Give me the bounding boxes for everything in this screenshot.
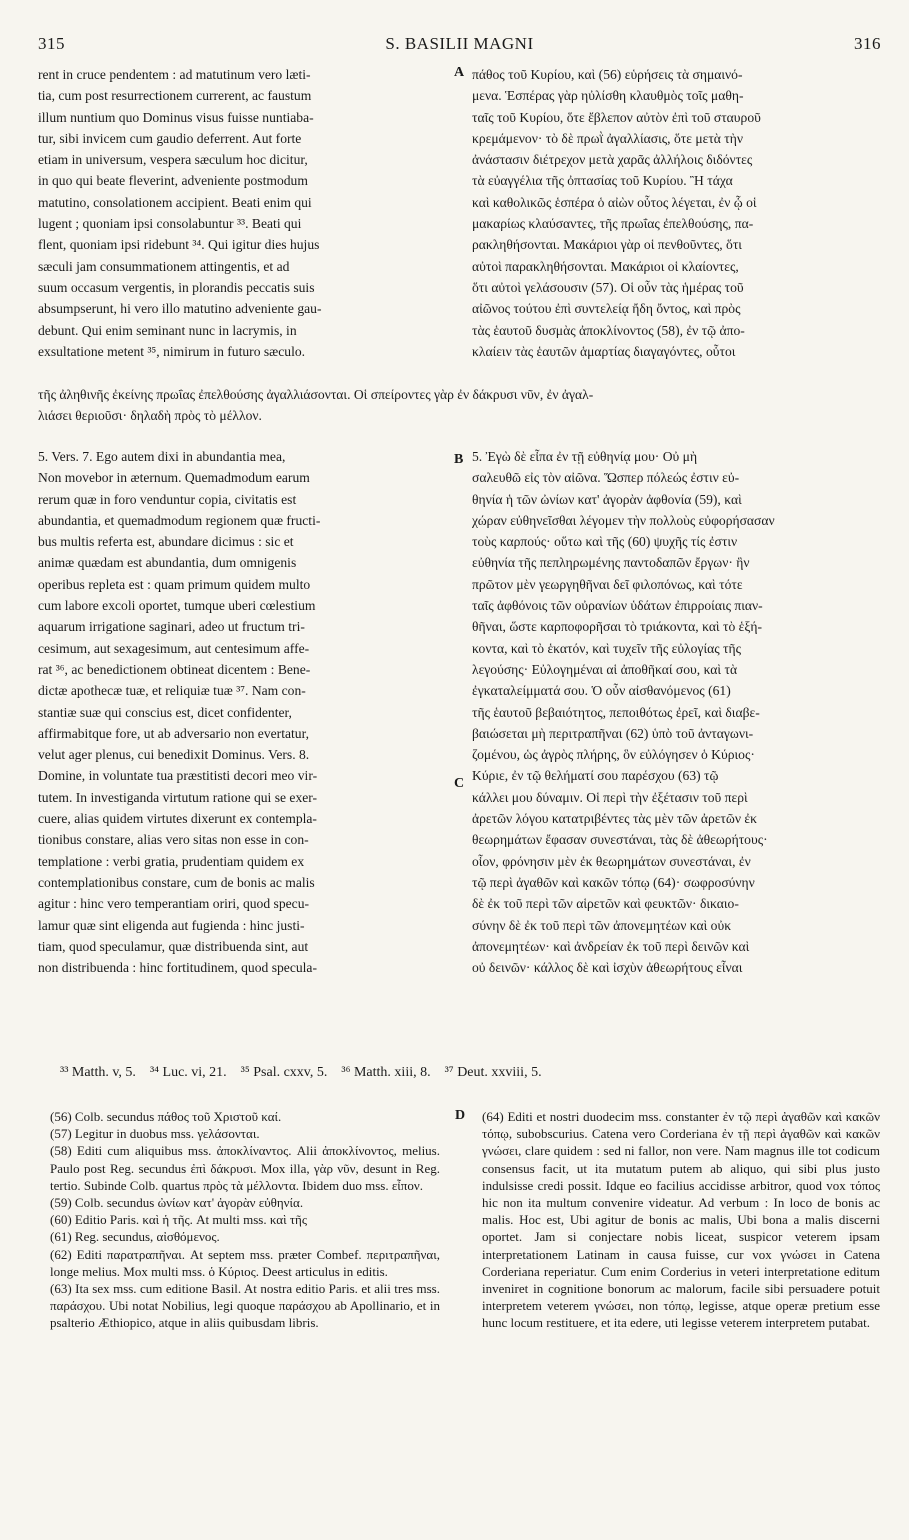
text-line: rerum quæ in foro venduntur copia, civitatis est	[38, 491, 297, 507]
reference-item: ³⁷ Deut. xxviii, 5.	[444, 1065, 542, 1080]
text-line: ἀνάστασιν διέτρεχον μετὰ χαρᾶς ἀλλήλοις διδόντες	[472, 152, 753, 168]
footnote: (60) Editio Paris. καὶ ἡ τῆς. At multi mss. καὶ τῆς	[50, 1212, 307, 1228]
text-line: matutino, consolationem accipient. Beati enim qui	[38, 194, 312, 210]
text-line: θῆναι, ὥστε καρποφορῆσαι τὸ τριάκοντα, καὶ τὸ ἑξή-	[472, 619, 763, 635]
text-line: τὰς ἑαυτοῦ δυσμὰς ἀποκλίνοντος (58), ἐν τῷ ἀπο-	[472, 322, 745, 338]
text-line: bus multis referta est, abundare dicimus : sic et	[38, 534, 294, 550]
text-line: χώραν εὐθηνεῖσθαι λέγομεν τὴν πολλοὺς εὐφορήσασαν	[472, 512, 775, 528]
text-line: velut ager plenus, cui benedixit Dominus. Vers. 8.	[38, 747, 310, 763]
reference-item: ³⁴ Luc. vi, 21.	[149, 1065, 227, 1080]
text-line: templatione : verbi gratia, prudentiam quidem ex	[38, 853, 305, 869]
text-line: Domine, in voluntate tua præstitisti decori meo vir-	[38, 768, 318, 784]
running-title: S. BASILII MAGNI	[385, 34, 534, 53]
text-line: κλαίειν τὰς ἑαυτῶν ἁμαρτίας διαγαγόντες, οὗτοι	[472, 343, 736, 359]
greek-column-top	[472, 64, 880, 362]
text-line: cuere, alias quidem virtutes dixerunt ex contempla-	[38, 811, 317, 827]
greek-column-mid	[472, 446, 880, 978]
text-line: αὐτοὶ παρακληθήσονται. Μακάριοι οἱ κλαίοντες,	[472, 258, 739, 274]
text-line: lamur quæ sint eligenda aut fugienda : hinc justi-	[38, 917, 305, 933]
footnote: (62) Editi παρατραπῆναι. At septem mss. præter Combef. περιτραπῆναι, longe melius. Mox multi mss. ὁ Κύριος. Deest articulus in editis.	[50, 1246, 440, 1279]
footnote: (59) Colb. secundus ὠνίων κατ' ἀγορὰν εὐθηνία.	[50, 1195, 304, 1211]
text-line: δὲ ἐκ τοῦ περὶ τῶν αἱρετῶν καὶ φευκτῶν· δικαιο-	[472, 896, 739, 912]
text-line: exsultatione metent ³⁵, nimirum in futuro sæculo.	[38, 343, 306, 359]
text-line: dictæ apothecæ tuæ, et reliquiæ tuæ ³⁷. Nam con-	[38, 683, 306, 699]
text-line: κοντα, καὶ τὸ ἑκατόν, καὶ τυχεῖν τῆς εὐλογίας τῆς	[472, 640, 741, 656]
text-line: contemplationibus constare, cum de bonis ac malis	[38, 874, 315, 890]
text-line: Non movebor in æternum. Quemadmodum earum	[38, 470, 310, 486]
text-line: θηνία ἡ τῶν ὠνίων κατ' ἀγορὰν ἀφθονία (59), καὶ	[472, 491, 742, 507]
text-line: animæ quædam est abundantia, dum omnigenis	[38, 555, 297, 571]
text-line: tur, sibi invicem cum gaudio deferrent. Aut forte	[38, 130, 302, 146]
footnotes-left	[50, 1108, 440, 1332]
greek-spanning-lines	[38, 384, 880, 427]
text-line: 5. Vers. 7. Ego autem dixi in abundantia mea,	[38, 449, 286, 464]
reference-item: ³⁵ Psal. cxxv, 5.	[240, 1065, 328, 1080]
text-line: operibus repleta est : quam primum quidem multo	[38, 576, 311, 592]
scripture-references	[60, 1065, 880, 1081]
text-line: abundantia, et quemadmodum regionem quæ fructi-	[38, 512, 321, 528]
text-line: aquarum irrigatione saginari, adeo ut fructum tri-	[38, 619, 305, 635]
footnotes-right	[482, 1108, 880, 1332]
text-line: flent, quoniam ipsi ridebunt ³⁴. Qui igitur dies hujus	[38, 237, 320, 253]
section-marker-b: B	[454, 452, 464, 467]
footnote: (57) Legitur in duobus mss. γελάσονται.	[50, 1126, 260, 1142]
text-line: agitur : hinc vero temperantiam oriri, quod specu-	[38, 896, 310, 912]
text-line: οὐ δεινῶν· κάλλος δὲ καὶ ἰσχὺν ἀθεωρήτους εἶναι	[472, 960, 743, 976]
text-line: ἀπονεμητέων· καὶ ἀνδρείαν ἐκ τοῦ περὶ δεινῶν καὶ	[472, 938, 750, 954]
text-line: ἐγκαταλείμματά σου. Ὁ οὖν αἰσθανόμενος (61)	[472, 683, 731, 699]
section-marker-c: C	[454, 776, 465, 791]
text-line: ταῖς τοῦ Κυρίου, ὅτε ἔβλεπον αὐτὸν ἐπὶ τοῦ σταυροῦ	[472, 109, 761, 125]
footnote: (58) Editi cum aliquibus mss. ἀποκλίναντος. Alii ἀποκλίνοντος, melius. Paulo post Reg. secundus ἐπὶ δάκρυσι. Mox illa, γὰρ νῦν, desunt in Reg. tertio. Subinde Colb. quartus πρὸς τὰ μέλλοντα. Ibidem duo mss. εἶπον.	[50, 1143, 440, 1193]
text-line: μακαρίως κλαύσαντες, τῆς πρωΐας ἐπελθούσης, πα-	[472, 216, 754, 232]
text-line: lugent ; quoniam ipsi consolabuntur ³³. Beati qui	[38, 216, 302, 232]
text-line: sæculi jam consummationem attingentis, et ad	[38, 258, 290, 274]
text-line: ρακληθήσονται. Μακάριοι γὰρ οἱ πενθοῦντες, ὅτι	[472, 237, 742, 253]
reference-item: ³³ Matth. v, 5.	[60, 1065, 136, 1080]
text-line: Κύριε, ἐν τῷ θελήματί σου παρέσχου (63) τῷ	[472, 768, 719, 784]
left-page-number: 315	[38, 34, 65, 53]
text-line: ἀρετῶν λόγου κατατριβέντες τὰς μὲν τῶν ἀρετῶν ἐκ	[472, 811, 757, 827]
text-line: μενα. Ἑσπέρας γὰρ ηὐλίσθη κλαυθμὸς τοῖς μαθη-	[472, 88, 744, 104]
text-line: rat ³⁶, ac benedictionem obtineat dicentem : Bene-	[38, 661, 311, 677]
text-line: tionibus constare, alias vero sitas non esse in con-	[38, 832, 309, 848]
running-header	[38, 34, 881, 58]
footnote: (63) Ita sex mss. cum editione Basil. At nostra editio Paris. et alii tres mss. παράσχου. Ubi notat Nobilius, legi quoque παράσχου ab Apollinario, et in psalterio Æthiopico, atque in aliis quibusdam libris.	[50, 1281, 440, 1331]
text-line: cum labore excoli oportet, tumque uberi cœlestium	[38, 598, 316, 614]
text-line: suum occasum vergentis, in plorandis peccatis suis	[38, 279, 315, 295]
text-line: κρεμάμενον· τὸ δὲ πρωῒ ἀγαλλίασις, ὅτε μετὰ τὴν	[472, 130, 744, 146]
text-line: illum nuntium quo Dominus visus fuisse nuntiaba-	[38, 109, 314, 125]
text-line: εὐθηνία τῆς πεπληρωμένης παντοδαπῶν ἔργων· ἣν	[472, 555, 750, 571]
text-line: in quo qui beate fleverint, adveniente postmodum	[38, 173, 308, 189]
text-line: τῷ περὶ ἀγαθῶν καὶ κακῶν τόπῳ (64)· σωφροσύνην	[472, 874, 755, 890]
text-line: βαιώσεται μὴ περιτραπῆναι (62) ὑπὸ τοῦ ἀνταγωνι-	[472, 725, 754, 741]
text-line: ζομένου, ὡς ἀγρὸς πλήρης, ὃν εὐλόγησεν ὁ Κύριος·	[472, 747, 755, 763]
latin-column-top	[38, 64, 448, 362]
text-line: λιάσει θεριοῦσι· δηλαδὴ πρὸς τὸ μέλλον.	[38, 408, 262, 424]
text-line: ὅτι αὐτοὶ γελάσουσιν (57). Οἱ οὖν τὰς ἡμέρας τοῦ	[472, 279, 744, 295]
text-line: θεωρημάτων ἔφασαν συνεστάναι, τὰς δὲ ἀθεωρήτους·	[472, 832, 768, 848]
text-line: ταῖς ἀφθόνοις τῶν οὐρανίων ὑδάτων ἐπιρροίαις πιαν-	[472, 598, 763, 614]
text-line: οἷον, φρόνησιν μὲν ἐκ θεωρημάτων συνεστάναι, ἐν	[472, 853, 751, 869]
latin-column-mid	[38, 446, 448, 978]
footnote: (61) Reg. secundus, αἰσθόμενος.	[50, 1229, 220, 1245]
text-line: κάλλει μου δύναμιν. Οἱ περὶ τὴν ἐξέτασιν τοῦ περὶ	[472, 789, 748, 805]
text-line: σύνην δὲ ἐκ τοῦ περὶ τῶν ἀπονεμητέων καὶ οὐκ	[472, 917, 732, 933]
section-marker-d: D	[455, 1108, 466, 1123]
text-line: αἰῶνος τούτου ἐπὶ συντελείᾳ ἤδη ὄντος, καὶ πρὸς	[472, 301, 741, 317]
reference-item: ³⁶ Matth. xiii, 8.	[341, 1065, 431, 1080]
text-line: tiam, quod speculamur, quæ distribuenda sint, aut	[38, 938, 309, 954]
text-line: absumpserunt, hi vero illo matutino adveniente gau-	[38, 301, 322, 317]
text-line: tia, cum post resurrectionem currerent, ac faustum	[38, 88, 312, 104]
text-line: πρῶτον μὲν γεωργηθῆναι δεῖ φιλοπόνως, καὶ τότε	[472, 576, 743, 592]
text-line: debunt. Qui enim seminant nunc in lacrymis, in	[38, 322, 297, 338]
text-line: affirmabitque fore, ut ab adversario non evertatur,	[38, 725, 309, 741]
text-line: rent in cruce pendentem : ad matutinum vero læti-	[38, 67, 311, 82]
text-line: πάθος τοῦ Κυρίου, καὶ (56) εὑρήσεις τὰ σημαινό-	[472, 67, 743, 82]
text-line: cesimum, aut sexagesimum, aut centesimum affe-	[38, 640, 310, 656]
text-line: καὶ καθολικῶς ἑσπέρα ὁ αἰὼν οὗτος λέγεται, ἐν ᾧ οἱ	[472, 194, 757, 210]
text-line: λεγούσης· Εὐλογημέναι αἱ ἀποθῆκαί σου, καὶ τὰ	[472, 661, 738, 677]
footnote: (56) Colb. secundus πάθος τοῦ Χριστοῦ καί.	[50, 1109, 282, 1124]
text-line: τῆς ἀληθινῆς ἐκείνης πρωΐας ἐπελθούσης ἀγαλλιάσονται. Οἱ σπείροντες γὰρ ἐν δάκρυσι νῦν, ἐν ἀγαλ-	[38, 387, 594, 402]
text-line: etiam in universum, vespera sæculum hoc dicitur,	[38, 152, 308, 168]
text-line: τὰ εὐαγγέλια τῆς ὀπτασίας τοῦ Κυρίου. Ἢ τάχα	[472, 173, 733, 189]
text-line: τοὺς καρπούς· οὕτω καὶ τῆς (60) ψυχῆς τίς ἐστιν	[472, 534, 738, 550]
footnote: (64) Editi et nostri duodecim mss. constanter ἐν τῷ περὶ ἀγαθῶν καὶ κακῶν τόπῳ, subobscurius. Catena vero Corderiana ἐν τῇ περὶ ἀγαθῶν καὶ κακῶν γνώσει, clare quidem : sed ni fallor, non vere. Nam magnus ille tot codicum consensus facit, ut ita mutatum putem ab aliquo, qui sibi plus justo indulsisse credi possit. Idque eo facilius accidisse arbitror, quod vox τόπος hic non ita multum convenire videatur. Ad verbum : In loco de bonis ac malis. Hoc est, Ubi agitur de bonis ac malis, Ubi bona a malis discerni oportet. Jam si conjectare nobis liceat, suspicor veterem ipsam interpretationem Latinam in causa fuisse, cur vox γνώσει in Catena Corderiana reperiatur. Cum enim Corderius in veteri interpretatione editum inveniret in cognitione bonorum ac malorum, facile sibi persuadere potuit interpretem veterem γνώσει, non τόπῳ, legisse, atque operæ pretium esse hunc locum restituere, et ita edere, uti legisse veterem interpretem putabat.	[482, 1109, 880, 1331]
text-line: σαλευθῶ εἰς τὸν αἰῶνα. Ὥσπερ πόλεώς ἐστιν εὐ-	[472, 470, 740, 486]
text-line: stantiæ suæ qui conscius est, dicet confidenter,	[38, 704, 292, 720]
text-line: τῆς ἑαυτοῦ βεβαιότητος, πεποιθότως ἐρεῖ, καὶ διαβε-	[472, 704, 760, 720]
right-page-number: 316	[854, 34, 881, 53]
text-line: tutem. In investiganda virtutum ratione qui se exer-	[38, 789, 318, 805]
section-marker-a: A	[454, 65, 465, 80]
text-line: 5. Ἐγὼ δὲ εἶπα ἐν τῇ εὐθηνίᾳ μου· Οὐ μὴ	[472, 449, 698, 464]
text-line: non distribuenda : hinc fortitudinem, quod specula-	[38, 960, 317, 976]
